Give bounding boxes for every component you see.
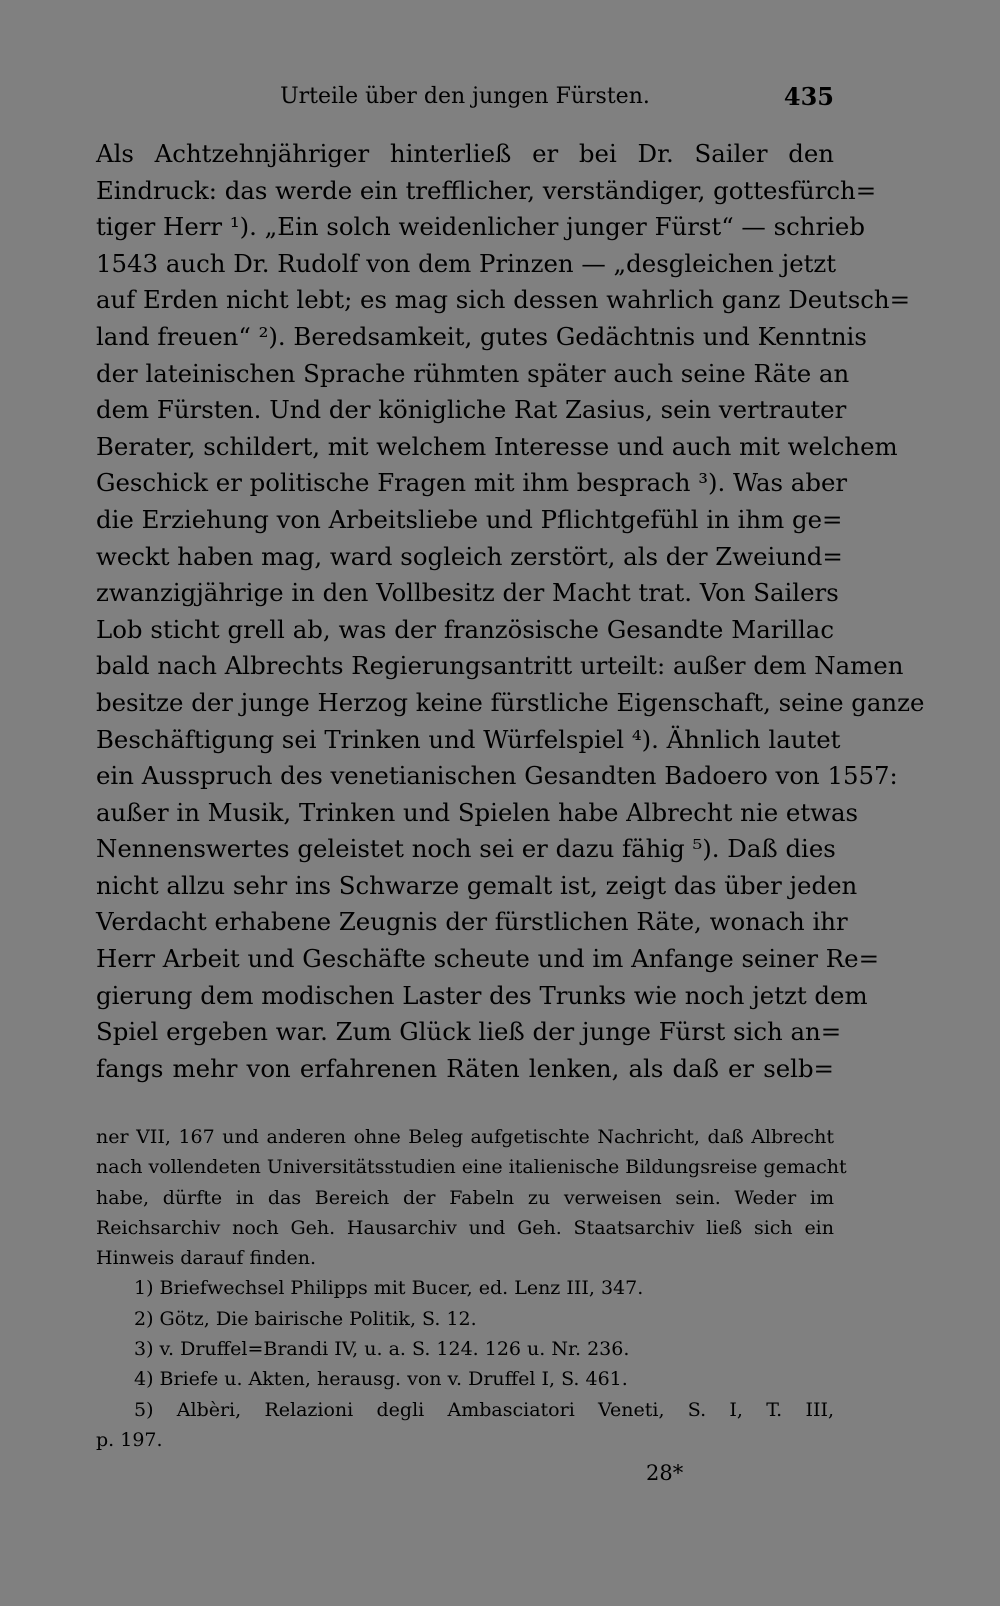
- text-line: die Erziehung von Arbeitsliebe und Pflichtgefühl in ihm ge=: [96, 504, 843, 534]
- text-line: dem Fürsten. Und der königliche Rat Zasius, sein vertrauter: [96, 395, 847, 425]
- text-line: Herr Arbeit und Geschäfte scheute und im Anfange seiner Re=: [96, 944, 880, 974]
- text-line: nicht allzu sehr ins Schwarze gemalt ist, zeigt das über jeden: [96, 870, 858, 900]
- text-line: der lateinischen Sprache rühmten später auch seine Räte an: [96, 358, 850, 388]
- text-line: auf Erden nicht lebt; es mag sich dessen wahrlich ganz Deutsch=: [96, 285, 911, 315]
- footnotes: [96, 1122, 847, 1455]
- footnote-continuation-line: habe, dürfte in das Bereich der Fabeln zu verweisen sein. Weder im: [96, 1186, 834, 1209]
- page-number: 435: [783, 82, 834, 111]
- footnote-continuation-line: Reichsarchiv noch Geh. Hausarchiv und Geh. Staatsarchiv ließ sich ein: [96, 1216, 834, 1239]
- text-line: Beschäftigung sei Trinken und Würfelspiel ⁴). Ähnlich lautet: [96, 724, 841, 754]
- footnote-3: 3) v. Druffel=Brandi IV, u. a. S. 124. 126 u. Nr. 236.: [134, 1338, 630, 1361]
- footnote-continuation-line: ner VII, 167 und anderen ohne Beleg aufgetischte Nachricht, daß Albrecht: [96, 1126, 834, 1148]
- text-line: tiger Herr ¹). „Ein solch weidenlicher junger Fürst“ — schrieb: [96, 212, 865, 242]
- text-line: land freuen“ ²). Beredsamkeit, gutes Gedächtnis und Kenntnis: [96, 321, 867, 351]
- text-line: Als Achtzehnjähriger hinterließ er bei Dr. Sailer den: [96, 139, 834, 168]
- text-line: gierung dem modischen Laster des Trunks wie noch jetzt dem: [96, 980, 868, 1010]
- main-text: [96, 136, 925, 1087]
- text-line: besitze der junge Herzog keine fürstliche Eigenschaft, seine ganze: [96, 687, 925, 717]
- text-line: fangs mehr von erfahrenen Räten lenken, als daß er selb=: [96, 1053, 834, 1083]
- text-line: 1543 auch Dr. Rudolf von dem Prinzen — „desgleichen jetzt: [96, 248, 837, 278]
- running-title: Urteile über den jungen Fürsten.: [280, 84, 650, 109]
- text-line: Geschick er politische Fragen mit ihm besprach ³). Was aber: [96, 468, 848, 498]
- footnote-2: 2) Götz, Die bairische Politik, S. 12.: [134, 1307, 477, 1330]
- footnote-continuation-line: Hinweis darauf finden.: [96, 1247, 317, 1270]
- text-line: Nennenswertes geleistet noch sei er dazu fähig ⁵). Daß dies: [96, 834, 836, 864]
- text-line: Berater, schildert, mit welchem Interesse und auch mit welchem: [96, 431, 898, 461]
- printer-signature: 28*: [646, 1461, 684, 1485]
- text-line: weckt haben mag, ward sogleich zerstört, als der Zweiund=: [96, 541, 843, 571]
- text-line: Spiel ergeben war. Zum Glück ließ der junge Fürst sich an=: [96, 1017, 842, 1047]
- text-line: Lob sticht grell ab, was der französische Gesandte Marillac: [96, 614, 834, 644]
- footnote-5-tail: p. 197.: [96, 1428, 163, 1451]
- text-line: außer in Musik, Trinken und Spielen habe Albrecht nie etwas: [96, 797, 859, 827]
- text-line: Verdacht erhabene Zeugnis der fürstlichen Räte, wonach ihr: [96, 907, 848, 937]
- text-line: ein Ausspruch des venetianischen Gesandten Badoero von 1557:: [96, 761, 898, 791]
- footnote-5: 5) Albèri, Relazioni degli Ambasciatori Veneti, S. I, T. III,: [134, 1398, 834, 1421]
- footnote-1: 1) Briefwechsel Philipps mit Bucer, ed. Lenz III, 347.: [134, 1277, 644, 1300]
- page-header: [96, 80, 834, 116]
- text-line: bald nach Albrechts Regierungsantritt urteilt: außer dem Namen: [96, 651, 904, 681]
- text-line: Eindruck: das werde ein trefflicher, verständiger, gottesfürch=: [96, 175, 877, 205]
- footnote-continuation-line: nach vollendeten Universitätsstudien eine italienische Bildungsreise gemacht: [96, 1156, 847, 1179]
- footnote-4: 4) Briefe u. Akten, herausg. von v. Druffel I, S. 461.: [134, 1368, 628, 1391]
- text-line: zwanzigjährige in den Vollbesitz der Macht trat. Von Sailers: [96, 578, 839, 608]
